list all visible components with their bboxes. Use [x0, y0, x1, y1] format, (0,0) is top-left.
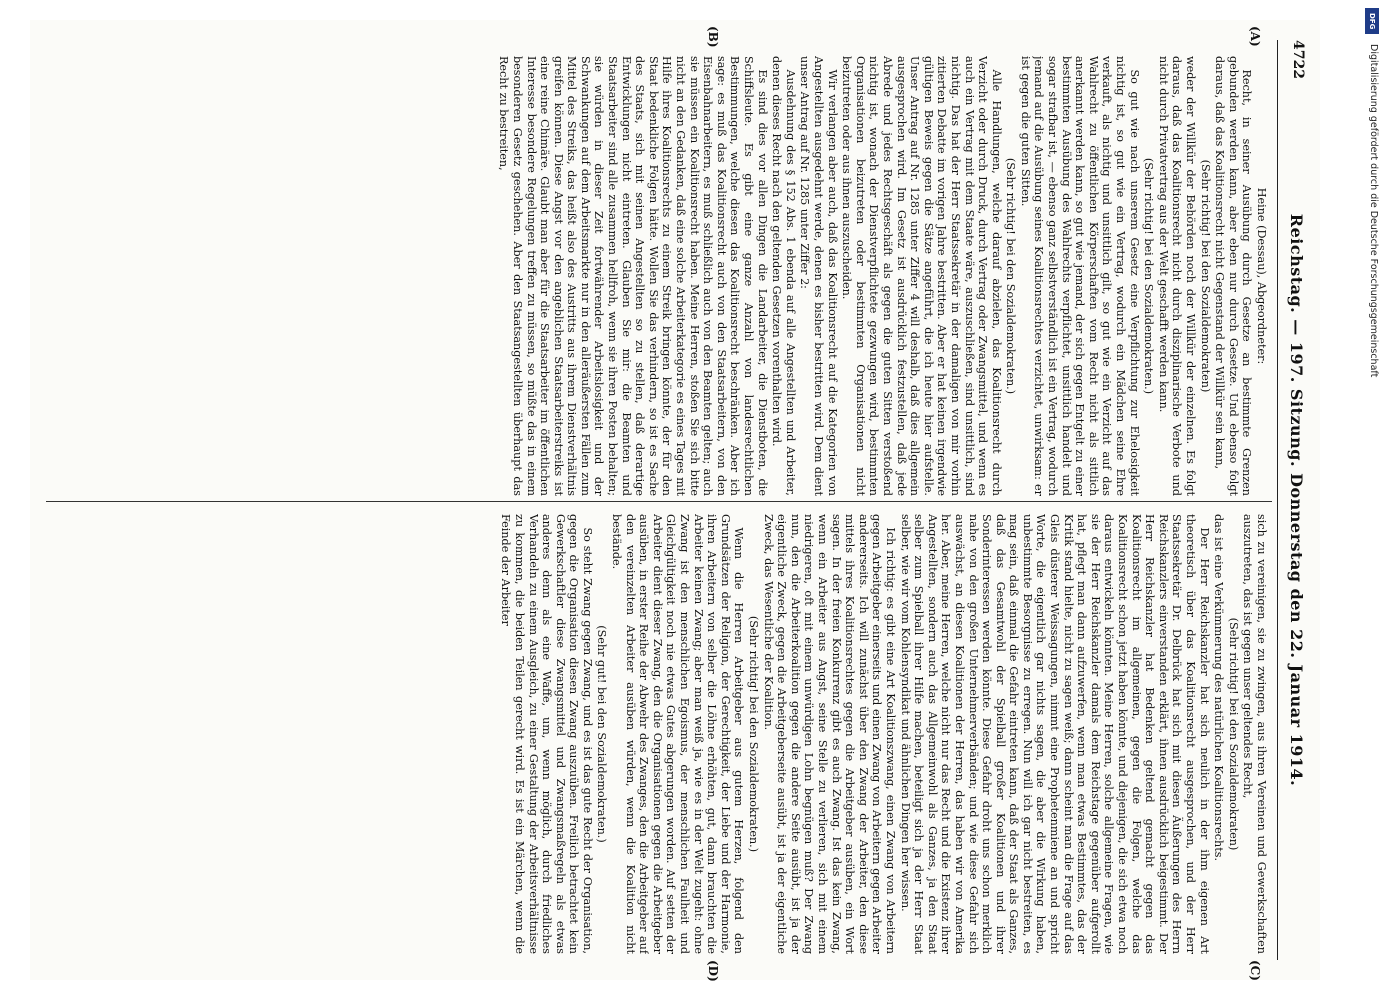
interjection-remark: Heine (Dessau), Abgeordneter: [1255, 187, 1268, 365]
interjection-remark: (Sehr gut! bei den Sozialdemokraten.) [595, 625, 609, 843]
funding-note: Digitalisierung gefördert durch die Deutsche Forschungsgemeinschaft [1368, 44, 1379, 378]
left-column [48, 56, 1268, 496]
paragraph: Ich richtig: es gibt eine Art Koalitionszwang, einen Zwang von Arbeitern gegen Arbeitgeber einerseits und einen Zwang von Arbeitern gegen Arbeiter andererseits. Ich will zunächst über den Zwang der Arbeiter, den diese mittels ihres Koalitionsrechtes gegen die Arbeitgeber ausüben, ein Wort sagen. In der freien Konkurrenz gibt es auch Zwang. Ist das kein Zwang, wenn ein Arbeiter aus Angst, seine Stelle zu verlieren, sich mit einem niedrigeren, oft mit einem unwürdigen Lohn begnügen muß? Der Zwang nun, den die Arbeiterkoalition gegen die andere Seite ausübt, ist ja der eigentliche Zweck, gegen die Arbeitgeberseite ausübt, ist ja der eigentliche Zweck, das Wesentliche der Koalition. [761, 514, 897, 954]
paragraph: Wir verlangen aber auch, daß das Koalitionsrecht auf die Kategorien von Angestellten ausgedehnt werde, denen es bisher bestritten wird. Dem dient unser Antrag auf Nr. 1285 unter Ziffer 2: [798, 56, 839, 496]
margin-marker-d: (D) [706, 960, 720, 982]
paragraph: So steht Zwang gegen Zwang, und es ist das gute Recht der Organisation, gegen die Organisation diesen Zwang auszuüben. Freilich betrachtet kein Gewerkschaftler diese Zwangsmittel und Zwangsmaßregeln als etwas anderes denn als eine Waffe, um, wenn möglich, durch friedliches Verhandeln zu einem Ausgleich, zu einer Gestaltung der Arbeitsverhältnisse zu kommen, die beiden Teilen gerecht wird. Es ist ein Märchen, wenn die Feinde der Arbeiter [499, 514, 594, 954]
interjection-remark: (Sehr richtig! bei den Sozialdemokraten) [1198, 159, 1212, 393]
paragraph: Ausdehnung des § 152 Abs. 1 ebenda auf alle Angestellten und Arbeiter, denen dieses Recht nach den geltenden Gesetzen vorenthalten wird. [770, 56, 797, 496]
margin-marker-a: (A) [1248, 26, 1262, 47]
digitization-sidebar [1361, 0, 1383, 1000]
paragraph: weder der Willkür der Behörden noch der Willkür der einzelnen. Es folgt daraus, daß das Koalitionsrecht nicht durch disziplinarische Verbote und nicht durch Privatvertrag aus der Welt geschafft werden kann. [1156, 56, 1198, 496]
right-column [48, 514, 1268, 954]
interjection-remark: (Sehr richtig! bei den Sozialdemokraten) [1226, 617, 1240, 851]
paragraph: Der Herr Reichskanzler hat sich neulich in der ihm eigenen Art theoretisch über das Koalitionsrecht ausgesprochen, und der Herr Staatssekretär Dr. Delbrück hat sich mit diesen Äußerungen des Herrn Reichskanzlers einverstanden erklärt, ihnen ausdrücklich beigestimmt. Der Herr Reichskanzler hat Bedenken geltend gemacht gegen das Koalitionsrecht im allgemeinen, gegen die Folgen, welche das Koalitionsrecht schon jetzt haben könnte, und diejenigen, die sich etwa noch daraus entwickeln könnten. Meine Herren, solche allgemeine Fragen, wie sie der Herr Reichskanzler damals dem Reichstage gegenüber aufgerollt hat, pflegt man dann aufzuwerfen, wenn man etwas Bestimmtes, das der Kritik stand hielte, nicht zu sagen weiß; dann scheint man die Frage auf das Gleis düsterer Weissagungen, nimmt eine Prophetenmiene an und spricht Worte, die eigentlich gar nichts sagen, die aber die Wirkung haben, unbestimmte Besorgnisse zu erregen. Nun will ich gar nicht bestreiten, es mag sein, daß einmal die Gefahr eintreten kann, daß der Staat als Ganzes, daß das Gesamtwohl der Spielball großer Koalitionen und ihrer Sonderinteressen werden könnte. Diese Gefahr droht uns schon merklich nahe von den großen Unternehmerverbänden; und wie diese Gefahr sich auswächst, an diesen Koalitionen der Herren, das haben wir von Amerika her. Aber, meine Herren, welche nicht nur das Recht und die Existenz ihrer Angestellten, sondern auch das Allgemeinwohl als Ganzes, ja den Staat selber zum Spielball ihrer Hilfe machen, beteiligt sich ja der Herr Staat selber, wie wir vom Kohlensyndikat und ähnlichen Dingen her wissen. [898, 514, 1211, 954]
column-divider [46, 501, 1272, 502]
header-rule [1277, 40, 1278, 960]
paragraph: Wenn die Herren Arbeitgeber aus gutem Herzen, folgend den Grundsätzen der Religion, der Gerechtigkeit, der Liebe und der Harmonie, ihren Arbeitern von selber die Löhne erhöhten, gut, dann brauchten die Arbeiter keinen Zwang; aber man weiß ja, wie es in der Welt zugeht: ohne Zwang ist den menschlichen Egoismus, der menschlichen Faulheit und Gleichgültigkeit noch nie etwas Gutes abgerungen worden. Auf setten der Arbeiter dient dieser Zwang, den die Organisationen gegen die Arbeitgeber ausüben, in erster Reihe der Abwehr des Zwanges, den die Arbeitgeber auf den vereinzelten Arbeiter ausüben würden, wenn die Koalition nicht bestände. [610, 514, 746, 954]
paragraph: Es sind dies vor allen Dingen die Landarbeiter, die Dienstboten, die Schiffsleute. Es gibt eine ganze Anzahl von landesrechtlichen Bestimmungen, welche diesen das Koalitionsrecht beschränken. Aber ich sage: es muß das Koalitionsrecht auch von den Staatsarbeitern, von den Eisenbahnarbeitern, es muß schließlich auch von den Beamten gelten; auch sie müssen ein Koalitionsrecht haben. Meine Herren, stoßen Sie sich bitte nicht an den Gedanken, daß eine solche Arbeiterkategorie es eines Tages mit Hilfe ihres Koalitionsrechts zu einem Streik bringen könnte, der für den Staat bedenkliche Folgen hätte. Wollen Sie das verhindern, so ist es Sache des Staats, sich mit seinen Angestellten so zu stellen, daß derartige Entwicklungen nicht eintreten. Glauben Sie mir: die Beamten und Staatsarbeiter sind alle zusammen hellfroh, wenn sie ihren Posten behalten; sie würden in dieser Zeit fortwährender Arbeitslosigkeit und der Schwankungen auf dem Arbeitsmarkte nur in den alleräußersten Fällen zum Mittel des Streiks, das heißt also des Austritts aus ihrem Dienstverhältnis greifen können. Diese Angst vor den angeblichen Staatsarbeiterstreiks ist eine reine Chimäre. Glaubt man aber für die Staatsarbeiter im öffentlichen Interesse besondere Regelungen treffen zu müssen, so müßte das in einem besonderen Gesetz geschehen. Aber den Staatsangestellten überhaupt das Recht zu bestreiten, [497, 56, 769, 496]
running-header [1282, 40, 1306, 960]
paragraph: das ist eine Verkümmerung des natürlichen Koalitionsrechts. [1212, 514, 1226, 862]
interjection-remark: (Sehr richtig! bei den Sozialdemokraten.) [747, 615, 761, 853]
margin-marker-c: (C) [1248, 960, 1262, 981]
paragraph: Recht, in seiner Ausübung durch Gesetze an bestimmte Grenzen gebunden werden kann, aber eben nur durch Gesetze. Und ebenso folgt daraus, daß das Koalitionsrecht nicht Gegenstand der Willkür sein kann, [1213, 56, 1254, 496]
margin-marker-b: (B) [706, 26, 720, 48]
dfg-logo: DFG [1365, 8, 1379, 34]
paragraph: Alle Handlungen, welche darauf abzielen, das Koalitionsrecht durch Verzicht oder durch Druck, durch Vertrag oder Zwangsmittel, und wenn es auch ein Vertrag mit dem Staate wäre, auszuschließen, sind unsittlich, sind nichtig. Das hat der Herr Staatssekretär in der damaligen von mir vorhin zitierten Debatte im vorigen Jahre bestritten. Aber er hat keinen irgendwie gültigen Beweis gegen die Sätze angeführt, die ich heute hier aufstelle. Unser Antrag auf Nr. 1285 unter Ziffer 4 will deshalb, daß dies allgemein ausgesprochen wird. Im Gesetz ist ausdrücklich festzustellen, daß jede Abrede und jedes Rechtsgeschäft als gegen die guten Sitten verstoßend nichtig ist, wonach der Dienstverpflichtete gezwungen wird, bestimmten Organisationen beizutreten oder bestimmten Organisationen nicht beizutreten oder aus ihnen auszuscheiden. [840, 56, 1003, 496]
rotated-document-page [30, 20, 1320, 980]
paragraph: sich zu vereinigen, sie zu zwingen, aus ihren Vereinen und Gewerkschaften auszutreten, das ist gegen unser geltendes Recht, [1241, 514, 1268, 954]
interjection-remark: (Sehr richtig! bei den Sozialdemokraten.) [1004, 157, 1018, 395]
header-title: Reichstag. — 197. Sitzung. Donnerstag den 22. Januar 1914. [1287, 213, 1306, 787]
interjection-remark: (Sehr richtig! bei den Sozialdemokraten.) [1142, 157, 1156, 395]
paragraph: So gut wie nach unserem Gesetz eine Verpflichtung zur Ehelosigkeit nichtig ist, so gut wie ein Vertrag, wodurch ein Mädchen seine Ehre verkauft, als nichtig und unsittlich gilt, so gut wie ein Verzicht auf das Wahlrecht zu öffentlichen Körperschaften vom Recht nicht als sittlich anerkannt werden kann, so gut wie jemand, der sich gegen Entgelt zu einer bestimmten Ausübung des Wahlrechts verpflichtet, unsittlich handelt und sogar strafbar ist, — ebenso ganz selbstverständlich ist ein Vertrag, wodurch jemand auf die Ausübung seines Koalitionsrechtes verzichtet, unwirksam: er ist gegen die guten Sitten. [1018, 56, 1141, 496]
page-number: 4722 [1290, 40, 1306, 79]
